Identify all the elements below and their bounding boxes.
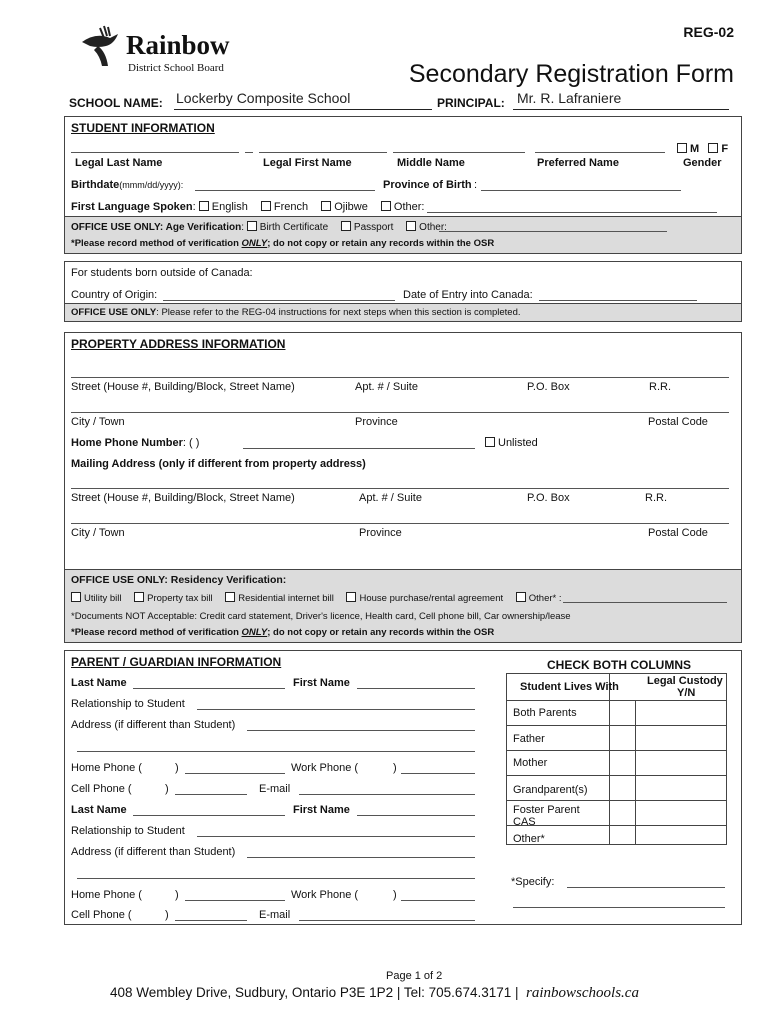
legal-first-label: Legal First Name (263, 157, 352, 169)
logo-name: Rainbow (126, 30, 230, 60)
date-entry-field[interactable] (539, 300, 697, 301)
language-other-label: Other: (393, 201, 425, 213)
gender-label: Gender (683, 157, 722, 169)
ojibwe-checkbox[interactable] (321, 201, 331, 211)
check-columns-heading: CHECK BOTH COLUMNS (547, 658, 691, 672)
home-phone-field[interactable] (243, 448, 475, 449)
p1-work-phone-label: Work Phone ( (291, 762, 359, 774)
ojibwe-label: Ojibwe (334, 201, 368, 213)
residency-record-note-only: ONLY (241, 627, 268, 638)
rainbow-logo-icon (78, 24, 128, 74)
age-record-note (71, 238, 494, 249)
p1-cell-phone-label: Cell Phone ( (71, 783, 132, 795)
principal-field[interactable] (513, 90, 729, 110)
house-purchase-checkbox[interactable] (346, 592, 356, 602)
birthdate-field[interactable] (195, 190, 375, 191)
outside-office-text: : Please refer to the REG-04 instructions for next steps when this section is completed. (156, 307, 521, 318)
mailing-label: Mailing Address (only if different from property address) (71, 458, 366, 470)
footer-address-line (110, 985, 639, 1002)
outside-office-note (71, 307, 521, 318)
mailing-city-field[interactable] (71, 523, 729, 524)
house-purchase-label: House purchase/rental agreement (359, 593, 504, 604)
language-row: First Language Spoken: English French Ojibwe Other: (71, 201, 425, 213)
utility-checkbox[interactable] (71, 592, 81, 602)
p2-work-phone-field[interactable] (401, 900, 475, 901)
province-birth-label: Province of Birth (383, 179, 472, 191)
custody-row-other[interactable] (507, 826, 726, 844)
p2-relationship-label: Relationship to Student (71, 825, 185, 837)
p1-relationship-field[interactable] (197, 709, 475, 710)
residency-other-checkbox[interactable] (516, 592, 526, 602)
language-other-checkbox[interactable] (381, 201, 391, 211)
p2-first-name-field[interactable] (357, 815, 475, 816)
property-postal-label: Postal Code (648, 416, 708, 428)
unlisted-checkbox[interactable] (485, 437, 495, 447)
outside-office-label: OFFICE USE ONLY (71, 307, 157, 318)
custody-row-label-2: CAS (513, 816, 536, 828)
residency-office-box (65, 569, 741, 642)
gender-m-label: M (690, 143, 700, 155)
gender-m-checkbox[interactable] (677, 143, 687, 153)
residency-record-note-post: ; do not copy or retain any records within the OSR (267, 627, 495, 638)
school-name-field[interactable] (174, 90, 432, 110)
footer-address: 408 Wembley Drive, Sudbury, Ontario P3E 1P2 | Tel: 705.674.3171 | (110, 985, 519, 1000)
specify-field[interactable] (567, 887, 725, 888)
lives-with-header: Student Lives With (520, 681, 619, 693)
french-label: French (273, 201, 309, 213)
legal-first-field[interactable] (259, 152, 387, 153)
custody-row-grandparents[interactable] (507, 776, 726, 801)
p1-first-name-field[interactable] (357, 688, 475, 689)
age-record-note-post: ; do not copy or retain any records within the OSR (267, 238, 495, 249)
born-outside-section (64, 261, 742, 322)
french-checkbox[interactable] (261, 201, 271, 211)
first-language-label: First Language Spoken (71, 201, 193, 213)
p1-first-name-label: First Name (293, 677, 350, 689)
internet-checkbox[interactable] (225, 592, 235, 602)
p2-first-name-label: First Name (293, 804, 350, 816)
residency-record-note-pre: *Please record method of verification (71, 627, 242, 638)
internet-label: Residential internet bill (238, 593, 334, 604)
residency-label: OFFICE USE ONLY: Residency Verification: (71, 574, 287, 586)
legal-last-field[interactable] (71, 152, 239, 153)
p1-relationship-label: Relationship to Student (71, 698, 185, 710)
date-entry-label: Date of Entry into Canada: (403, 289, 533, 301)
p2-relationship-field[interactable] (197, 836, 475, 837)
outside-office-box (65, 303, 741, 321)
property-address-section (64, 332, 742, 643)
property-province-label: Province (355, 416, 398, 428)
custody-table (506, 673, 727, 845)
student-info-heading: STUDENT INFORMATION (71, 121, 215, 135)
gender-f-checkbox[interactable] (708, 143, 718, 153)
preferred-name-label: Preferred Name (537, 157, 619, 169)
property-street-label: Street (House #, Building/Block, Street Name) (71, 381, 295, 393)
home-phone-paren: : ( ) (182, 437, 200, 449)
p2-address-field-2[interactable] (77, 878, 475, 879)
custody-row-label: Father (513, 733, 545, 745)
p1-email-label: E-mail (259, 783, 291, 795)
mailing-street-label: Street (House #, Building/Block, Street Name) (71, 492, 295, 504)
verification-other-checkbox[interactable] (406, 221, 416, 231)
province-birth-colon: : (474, 179, 478, 191)
p1-work-phone-close: ) (393, 762, 397, 774)
mailing-province-label: Province (359, 527, 402, 539)
custody-row-label: Grandparent(s) (513, 784, 588, 796)
residency-record-note (71, 627, 494, 638)
property-city-field[interactable] (71, 412, 729, 413)
birth-cert-checkbox[interactable] (247, 221, 257, 231)
english-checkbox[interactable] (199, 201, 209, 211)
p2-cell-phone-field[interactable] (175, 920, 247, 921)
footer-website[interactable]: rainbowschools.ca (526, 985, 639, 1001)
student-info-section (64, 116, 742, 254)
specify-label: *Specify: (511, 876, 555, 888)
gender-f-label: F (721, 143, 729, 155)
p2-work-phone-close: ) (393, 889, 397, 901)
property-tax-label: Property tax bill (147, 593, 213, 604)
p1-address-label: Address (if different than Student) (71, 719, 236, 731)
not-acceptable-note: *Documents NOT Acceptable: Credit card statement, Driver's licence, Health card, Cell phone bill, Car ownership/lease (71, 611, 571, 622)
mailing-postal-label: Postal Code (648, 527, 708, 539)
residency-options (71, 592, 562, 604)
p1-cell-phone-close: ) (165, 783, 169, 795)
p2-last-name-label: Last Name (71, 804, 127, 816)
parent-guardian-section (64, 650, 742, 925)
p2-home-phone-label: Home Phone ( (71, 889, 142, 901)
custody-row-mother[interactable] (507, 751, 726, 776)
language-other-field[interactable] (427, 212, 717, 213)
utility-label: Utility bill (84, 593, 122, 604)
p1-home-phone-label: Home Phone ( (71, 762, 142, 774)
p1-last-name-field[interactable] (133, 688, 285, 689)
age-record-note-pre: *Please record method of verification (71, 238, 242, 249)
passport-label: Passport (353, 222, 394, 233)
parent-heading: PARENT / GUARDIAN INFORMATION (71, 655, 282, 669)
birthdate-label: Birthdate (71, 179, 120, 191)
p2-address-field[interactable] (247, 857, 475, 858)
preferred-name-field[interactable] (535, 152, 665, 153)
custody-row-label: Both Parents (513, 707, 577, 719)
p1-address-field-2[interactable] (77, 751, 475, 752)
form-code: REG-02 (683, 24, 734, 40)
mailing-apt-label: Apt. # / Suite (359, 492, 422, 504)
logo (78, 24, 248, 80)
mailing-street-field[interactable] (71, 488, 729, 489)
unlisted-label: Unlisted (498, 437, 538, 449)
unlisted-row (485, 437, 538, 449)
mailing-city-label: City / Town (71, 527, 125, 539)
verification-other-field[interactable] (439, 231, 667, 232)
middle-name-label: Middle Name (397, 157, 465, 169)
age-verification-row: OFFICE USE ONLY: Age Verification: Birth Certificate Passport Other: (71, 222, 447, 233)
p2-cell-phone-close: ) (165, 909, 169, 921)
english-label: English (211, 201, 248, 213)
school-name-value: Lockerby Composite School (176, 90, 351, 106)
property-apt-label: Apt. # / Suite (355, 381, 418, 393)
custody-row-label: Mother (513, 757, 548, 769)
custody-row-father[interactable] (507, 726, 726, 751)
verification-other-label: Other: (419, 222, 447, 233)
specify-field-2[interactable] (513, 907, 725, 908)
p1-last-name-label: Last Name (71, 677, 127, 689)
p2-home-phone-close: ) (175, 889, 179, 901)
age-verification-office-box (65, 216, 741, 253)
p2-email-field[interactable] (299, 920, 475, 921)
p1-address-field[interactable] (247, 730, 475, 731)
principal-value: Mr. R. Lafraniere (517, 90, 622, 106)
mailing-pobox-label: P.O. Box (527, 492, 570, 504)
principal-label: PRINCIPAL: (437, 96, 505, 110)
p2-address-label: Address (if different than Student) (71, 846, 236, 858)
property-pobox-label: P.O. Box (527, 381, 570, 393)
birthdate-format: (mmm/dd/yyyy): (119, 180, 184, 190)
age-record-note-only: ONLY (241, 238, 268, 249)
custody-row-both-parents[interactable] (507, 701, 726, 726)
p1-work-phone-field[interactable] (401, 773, 475, 774)
birth-cert-label: Birth Certificate (259, 222, 329, 233)
p2-cell-phone-label: Cell Phone ( (71, 909, 132, 921)
form-title: Secondary Registration Form (408, 60, 734, 88)
property-street-field[interactable] (71, 377, 729, 378)
country-origin-field[interactable] (163, 300, 395, 301)
residency-other-field[interactable] (563, 602, 727, 603)
custody-row-label: Other* (513, 833, 545, 845)
property-rr-label: R.R. (649, 381, 671, 393)
dash-field (245, 152, 253, 153)
property-tax-checkbox[interactable] (134, 592, 144, 602)
custody-row-label: Foster Parent (513, 804, 580, 816)
page-number: Page 1 of 2 (386, 970, 443, 982)
born-outside-label: For students born outside of Canada: (71, 267, 253, 279)
passport-checkbox[interactable] (341, 221, 351, 231)
p1-cell-phone-field[interactable] (175, 794, 247, 795)
p2-home-phone-field[interactable] (185, 900, 285, 901)
p1-email-field[interactable] (299, 794, 475, 795)
custody-row-foster-cas[interactable] (507, 801, 726, 826)
mailing-rr-label: R.R. (645, 492, 667, 504)
country-origin-label: Country of Origin: (71, 289, 158, 301)
yn-header: Y/N (677, 687, 696, 699)
p1-home-phone-close: ) (175, 762, 179, 774)
home-phone-label: Home Phone Number (71, 437, 183, 449)
gender-options (677, 143, 728, 155)
p1-home-phone-field[interactable] (185, 773, 285, 774)
residency-other-label: Other* : (528, 593, 562, 604)
school-name-label: SCHOOL NAME: (69, 96, 163, 110)
p2-last-name-field[interactable] (133, 815, 285, 816)
logo-subtitle: District School Board (128, 62, 224, 74)
legal-custody-header: Legal Custody (647, 675, 723, 687)
home-phone-row (71, 437, 199, 449)
province-birth-field[interactable] (481, 190, 681, 191)
age-verification-label: OFFICE USE ONLY: Age Verification (71, 222, 242, 233)
property-heading: PROPERTY ADDRESS INFORMATION (71, 337, 286, 351)
birthdate-row (71, 179, 183, 191)
middle-name-field[interactable] (393, 152, 525, 153)
legal-last-label: Legal Last Name (75, 157, 163, 169)
p2-work-phone-label: Work Phone ( (291, 889, 359, 901)
p2-email-label: E-mail (259, 909, 291, 921)
property-city-label: City / Town (71, 416, 125, 428)
